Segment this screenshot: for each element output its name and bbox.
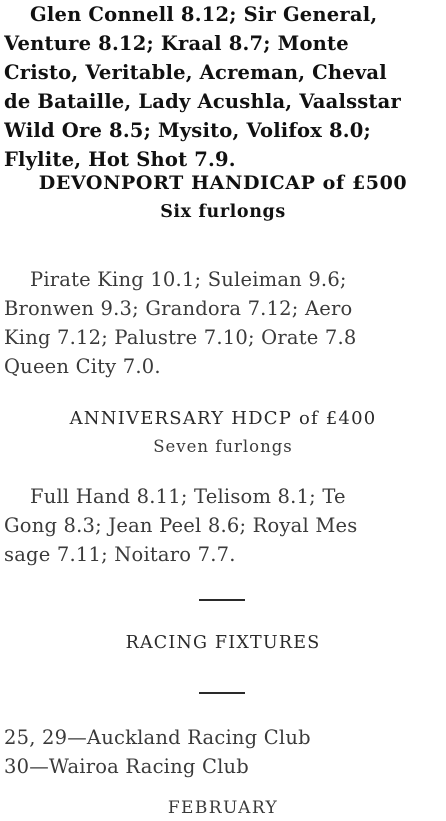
text-line: Glen Connell 8.12; Sir General,: [30, 3, 378, 26]
text-line: King 7.12; Palustre 7.10; Orate 7.8: [4, 326, 357, 349]
text-line: Cristo, Veritable, Acreman, Cheval: [4, 61, 387, 84]
anniversary-weights: [4, 482, 444, 569]
text-line: de Bataille, Lady Acushla, Vaalsstar: [4, 90, 401, 113]
section-divider: [199, 692, 245, 694]
anniversary-handicap-title: ANNIVERSARY HDCP of £400: [69, 408, 377, 429]
text-line: Bronwen 9.3; Grandora 7.12; Aero: [4, 297, 353, 320]
text-line: Queen City 7.0.: [4, 355, 161, 378]
text-line: Pirate King 10.1; Suleiman 9.6;: [30, 268, 347, 291]
text-line: Full Hand 8.11; Telisom 8.1; Te: [30, 485, 346, 508]
text-line: Flylite, Hot Shot 7.9.: [4, 148, 236, 171]
weights-list-previous: [4, 0, 444, 174]
month-heading: FEBRUARY: [167, 798, 279, 818]
devonport-handicap-distance: Six furlongs: [160, 202, 286, 222]
fixture-item: 30—Wairoa Racing Club: [4, 755, 249, 778]
text-line: Gong 8.3; Jean Peel 8.6; Royal Mes: [4, 514, 358, 537]
devonport-handicap-title: DEVONPORT HANDICAP of £500: [38, 172, 408, 194]
anniversary-handicap-distance: Seven furlongs: [153, 437, 293, 456]
section-divider: [199, 599, 245, 601]
fixture-item: 25, 29—Auckland Racing Club: [4, 726, 311, 749]
racing-fixtures-title: RACING FIXTURES: [125, 633, 321, 653]
devonport-weights: [4, 265, 444, 381]
text-line: Venture 8.12; Kraal 8.7; Monte: [4, 32, 349, 55]
text-line: Wild Ore 8.5; Mysito, Volifox 8.0;: [4, 119, 371, 142]
text-line: sage 7.11; Noitaro 7.7.: [4, 543, 236, 566]
fixtures-list: [4, 723, 444, 781]
